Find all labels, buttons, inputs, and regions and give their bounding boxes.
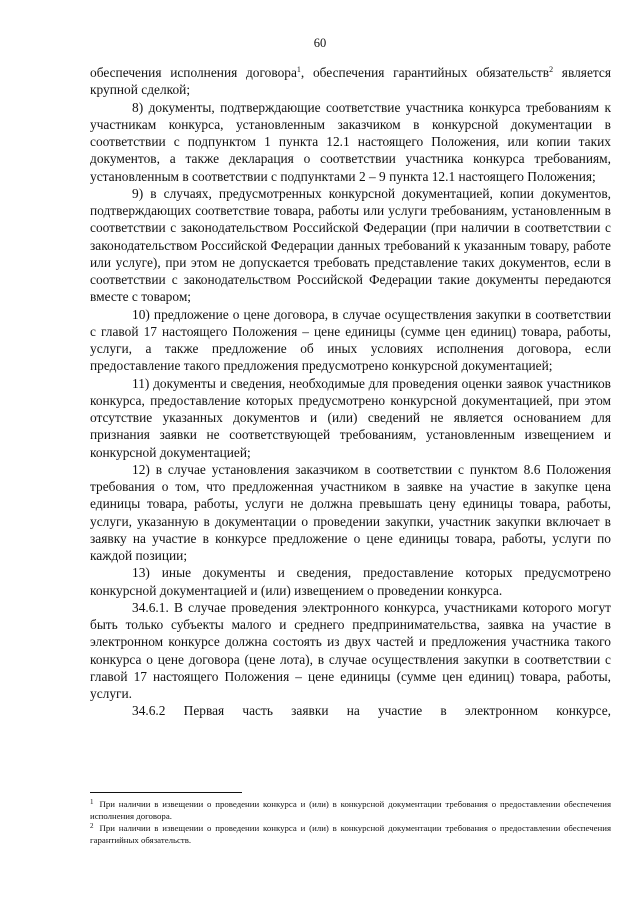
paragraph-continuation <box>90 64 611 99</box>
paragraph-item-10: 10) предложение о цене договора, в случае осуществления закупки в соответствии с главой 17 настоящего Положения – цене единицы (сумме цен единиц) товара, работы, услуги, а также предложение об иных условиях исполнения договора, если предоставление такого предложения предусмотрено конкурсной документацией; <box>90 306 611 374</box>
footnote-ref-2[interactable]: 2 <box>549 65 554 74</box>
footnotes <box>90 799 611 847</box>
paragraph-item-8: 8) документы, подтверждающие соответствие участника конкурса требованиям к участникам конкурса, установленным заказчиком в конкурсной документации в соответствии с подпунктом 1 пункта 12.1 настоящего Положения, или копии таких документов, а также декларация о соответствии участника конкурса требованиям, установленным в соответствии с подпунктами 2 – 9 пункта 12.1 настоящего Положения; <box>90 99 611 184</box>
paragraph-34-6-1: 34.6.1. В случае проведения электронного конкурса, участниками которого могут быть только субъекты малого и среднего предпринимательства, заявка на участие в электронном конкурсе должна состоять из двух частей и предложения участника такого конкурса о цене договора (цене лота), в случае осуществления закупки в соответствии с главой 17 настоящего Положения – цене единицы (сумме цен единиц) товара, работы, услуги. <box>90 599 611 701</box>
footnote-mark: 2 <box>90 822 94 830</box>
page-number: 60 <box>313 36 327 50</box>
text-fragment: , обеспечения гарантийных обязательств <box>300 65 550 80</box>
body-text <box>90 64 611 720</box>
text-fragment: является крупной сделкой; <box>90 65 612 98</box>
paragraph-item-11: 11) документы и сведения, необходимые для проведения оценки заявок участников конкурса, предоставление которых предусмотрено конкурсной документацией, при этом отсутствие указанных документов и (или) сведений не является основанием для признания заявки не соответствующей требованиям, установленным извещением и конкурсной документацией; <box>90 375 611 460</box>
paragraph-item-12: 12) в случае установления заказчиком в соответствии с пунктом 8.6 Положения требования о том, что предложенная участником в заявке на участие в закупке цена единицы товара, работы, услуги не должна превышать цену единицы товара, работы, услуги, указанную в документации о проведении закупки, участник закупки включает в заявку на участие в конкурсе предложение о цене единицы товара, работы, услуги по каждой позиции; <box>90 461 611 563</box>
footnote-1 <box>90 799 611 822</box>
paragraph-item-9: 9) в случаях, предусмотренных конкурсной документацией, копии документов, подтверждающих соответствие товара, работы или услуги требованиям, установленным в соответствии с законодательством Российской Федерации (при наличии в соответствии с законодательством Российской Федерации данных требований к указанным товару, работе или услуге), при этом не допускается требовать представление таких документов, если в соответствии с законодательством Российской Федерации такие документы передаются вместе с товаром; <box>90 185 611 305</box>
footnote-mark: 1 <box>90 798 94 806</box>
text-fragment: обеспечения исполнения договора <box>90 65 297 80</box>
paragraph-34-6-2: 34.6.2 Первая часть заявки на участие в электронном конкурсе, <box>132 703 611 719</box>
footnote-separator <box>90 792 242 793</box>
paragraph-item-13: 13) иные документы и сведения, предоставление которых предусмотрено конкурсной документацией и (или) извещением о проведении конкурса. <box>90 565 611 598</box>
footnote-text: При наличии в извещении о проведении конкурса и (или) в конкурсной документации требования о предоставлении обеспечения гарантийных обязательств. <box>90 823 611 845</box>
footnote-2 <box>90 823 611 846</box>
footnote-ref-1[interactable]: 1 <box>296 65 301 74</box>
footnote-text: При наличии в извещении о проведении конкурса и (или) в конкурсной документации требования о предоставлении обеспечения исполнения договора. <box>90 799 611 821</box>
